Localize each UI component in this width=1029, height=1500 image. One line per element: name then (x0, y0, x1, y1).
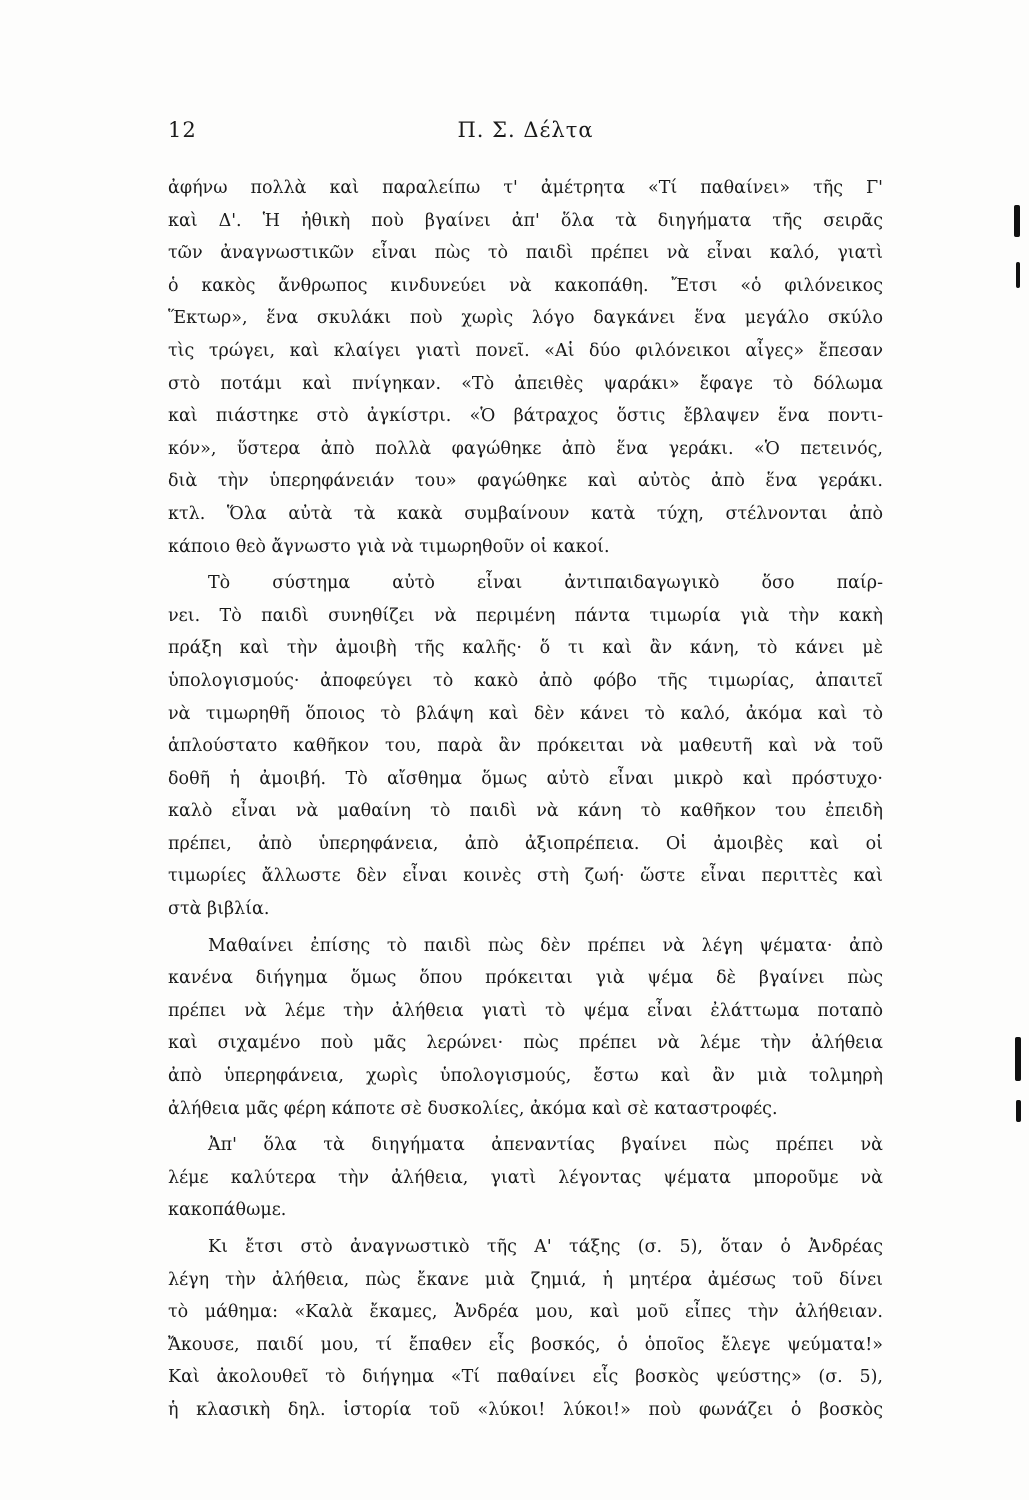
text-line: Τὸ σύστημα αὐτὸ εἶναι ἀντιπαιδαγωγικὸ ὅσο παίρ- (208, 573, 883, 594)
running-head (168, 118, 883, 148)
text-line: Ἕκτωρ», ἕνα σκυλάκι ποὺ χωρὶς λόγο δαγκάνει ἕνα μεγάλο σκύλο (168, 308, 883, 329)
scan-edge-mark (1016, 1100, 1021, 1122)
text-line: τῶν ἀναγνωστικῶν εἶναι πὼς τὸ παιδὶ πρέπει νὰ εἶναι καλό, γιατὶ (168, 243, 883, 264)
text-line: πρέπει, ἀπὸ ὑπερηφάνεια, ἀπὸ ἀξιοπρέπεια. Οἱ ἀμοιβὲς καὶ οἱ (168, 833, 883, 854)
text-line: τιμωρίες ἄλλωστε δὲν εἶναι κοινὲς στὴ ζωή· ὥστε εἶναι περιττὲς καὶ (168, 866, 883, 887)
text-line: τὶς τρώγει, καὶ κλαίγει γιατὶ πονεῖ. «Αἱ δύο φιλόνεικοι αἶγες» ἔπεσαν (168, 340, 883, 361)
text-line: ἀφήνω πολλὰ καὶ παραλείπω τ' ἀμέτρητα «Τί παθαίνει» τῆς Γ' (168, 178, 883, 198)
text-line: λέγη τὴν ἀλήθεια, πὼς ἔκανε μιὰ ζημιά, ἡ μητέρα ἀμέσως τοῦ δίνει (168, 1269, 883, 1290)
text-line: διὰ τὴν ὑπερηφάνειάν του» φαγώθηκε καὶ αὐτὸς ἀπὸ ἕνα γεράκι. (168, 471, 883, 492)
text-line: ἀλήθεια μᾶς φέρη κάποτε σὲ δυσκολίες, ἀκόμα καὶ σὲ καταστροφές. (168, 1098, 778, 1119)
text-line: καὶ πιάστηκε στὸ ἀγκίστρι. «Ὁ βάτραχος ὅστις ἔβλαψεν ἕνα ποντι- (168, 406, 883, 427)
text-line: Μαθαίνει ἐπίσης τὸ παιδὶ πὼς δὲν πρέπει νὰ λέγη ψέματα· ἀπὸ (208, 935, 883, 956)
text-line: ἁπλούστατο καθῆκον του, παρὰ ἂν πρόκειται νὰ μαθευτῆ καὶ νὰ τοῦ (168, 736, 883, 757)
text-line: κακοπάθωμε. (168, 1200, 287, 1221)
text-line: Κι ἔτσι στὸ ἀναγνωστικὸ τῆς Α' τάξης (σ. 5), ὅταν ὁ Ἀνδρέας (208, 1237, 883, 1257)
text-line: Ἄκουσε, παιδί μου, τί ἔπαθεν εἷς βοσκός, ὁ ὁποῖος ἔλεγε ψεύματα!» (168, 1334, 883, 1355)
text-line: πρέπει νὰ λέμε τὴν ἀλήθεια γιατὶ τὸ ψέμα εἶναι ἐλάττωμα ποταπὸ (168, 1000, 883, 1021)
text-line: ὑπολογισμούς· ἀποφεύγει τὸ κακὸ ἀπὸ φόβο τῆς τιμωρίας, ἀπαιτεῖ (168, 670, 883, 691)
page-number: 12 (168, 118, 197, 142)
text-line: δοθῆ ἡ ἀμοιβή. Τὸ αἴσθημα ὅμως αὐτὸ εἶναι μικρὸ καὶ πρόστυχο· (168, 768, 883, 789)
text-line: νὰ τιμωρηθῆ ὅποιος τὸ βλάψη καὶ δὲν κάνει τὸ καλό, ἀκόμα καὶ τὸ (168, 703, 883, 724)
running-head-title: Π. Σ. Δέλτα (457, 118, 594, 142)
text-line: τὸ μάθημα: «Καλὰ ἔκαμες, Ἀνδρέα μου, καὶ μοῦ εἶπες τὴν ἀλήθειαν. (168, 1302, 883, 1323)
text-line: στὸ ποτάμι καὶ πνίγηκαν. «Τὸ ἀπειθὲς ψαράκι» ἔφαγε τὸ δόλωμα (168, 373, 883, 394)
text-line: ἀπὸ ὑπερηφάνεια, χωρὶς ὑπολογισμούς, ἔστω καὶ ἂν μιὰ τολμηρὴ (168, 1066, 883, 1087)
text-line: καὶ σιχαμένο ποὺ μᾶς λερώνει· πὼς πρέπει νὰ λέμε τὴν ἀλήθεια (168, 1033, 883, 1054)
text-line: κτλ. Ὅλα αὐτὰ τὰ κακὰ συμβαίνουν κατὰ τύχη, στέλνονται ἀπὸ (168, 503, 883, 524)
text-line: ἡ κλασικὴ δηλ. ἱστορία τοῦ «λύκοι! λύκοι!» ποὺ φωνάζει ὁ βοσκὸς (168, 1399, 883, 1420)
body-text (168, 172, 883, 1427)
scan-edge-mark (1015, 1037, 1021, 1081)
text-line: καλὸ εἶναι νὰ μαθαίνη τὸ παιδὶ νὰ κάνη τὸ καθῆκον του ἐπειδὴ (168, 801, 883, 822)
text-line: κόν», ὕστερα ἀπὸ πολλὰ φαγώθηκε ἀπὸ ἕνα γεράκι. «Ὁ πετεινός, (168, 438, 883, 459)
text-line: στὰ βιβλία. (168, 899, 270, 920)
text-line: πράξη καὶ τὴν ἀμοιβὴ τῆς καλῆς· ὅ τι καὶ ἂν κάνη, τὸ κάνει μὲ (168, 638, 883, 659)
text-line: κανένα διήγημα ὅμως ὅπου πρόκειται γιὰ ψέμα δὲ βγαίνει πὼς (168, 968, 883, 989)
scan-edge-mark (1016, 262, 1020, 288)
text-line: Καὶ ἀκολουθεῖ τὸ διήγημα «Τί παθαίνει εἷς βοσκὸς ψεύστης» (σ. 5), (168, 1367, 883, 1388)
text-line: Ἀπ' ὅλα τὰ διηγήματα ἀπεναντίας βγαίνει πὼς πρέπει νὰ (208, 1135, 883, 1156)
text-line: λέμε καλύτερα τὴν ἀλήθεια, γιατὶ λέγοντας ψέματα μποροῦμε νὰ (168, 1167, 883, 1188)
scan-edge-mark (1014, 205, 1020, 237)
text-line: κάποιο θεὸ ἄγνωστο γιὰ νὰ τιμωρηθοῦν οἱ κακοί. (168, 536, 610, 557)
text-line: ὁ κακὸς ἄνθρωπος κινδυνεύει νὰ κακοπάθη. Ἔτσι «ὁ φιλόνεικος (168, 275, 883, 296)
text-line: καὶ Δ'. Ἡ ἠθικὴ ποὺ βγαίνει ἀπ' ὅλα τὰ διηγήματα τῆς σειρᾶς (168, 210, 883, 231)
text-line: νει. Τὸ παιδὶ συνηθίζει νὰ περιμένη πάντα τιμωρία γιὰ τὴν κακὴ (168, 605, 883, 626)
